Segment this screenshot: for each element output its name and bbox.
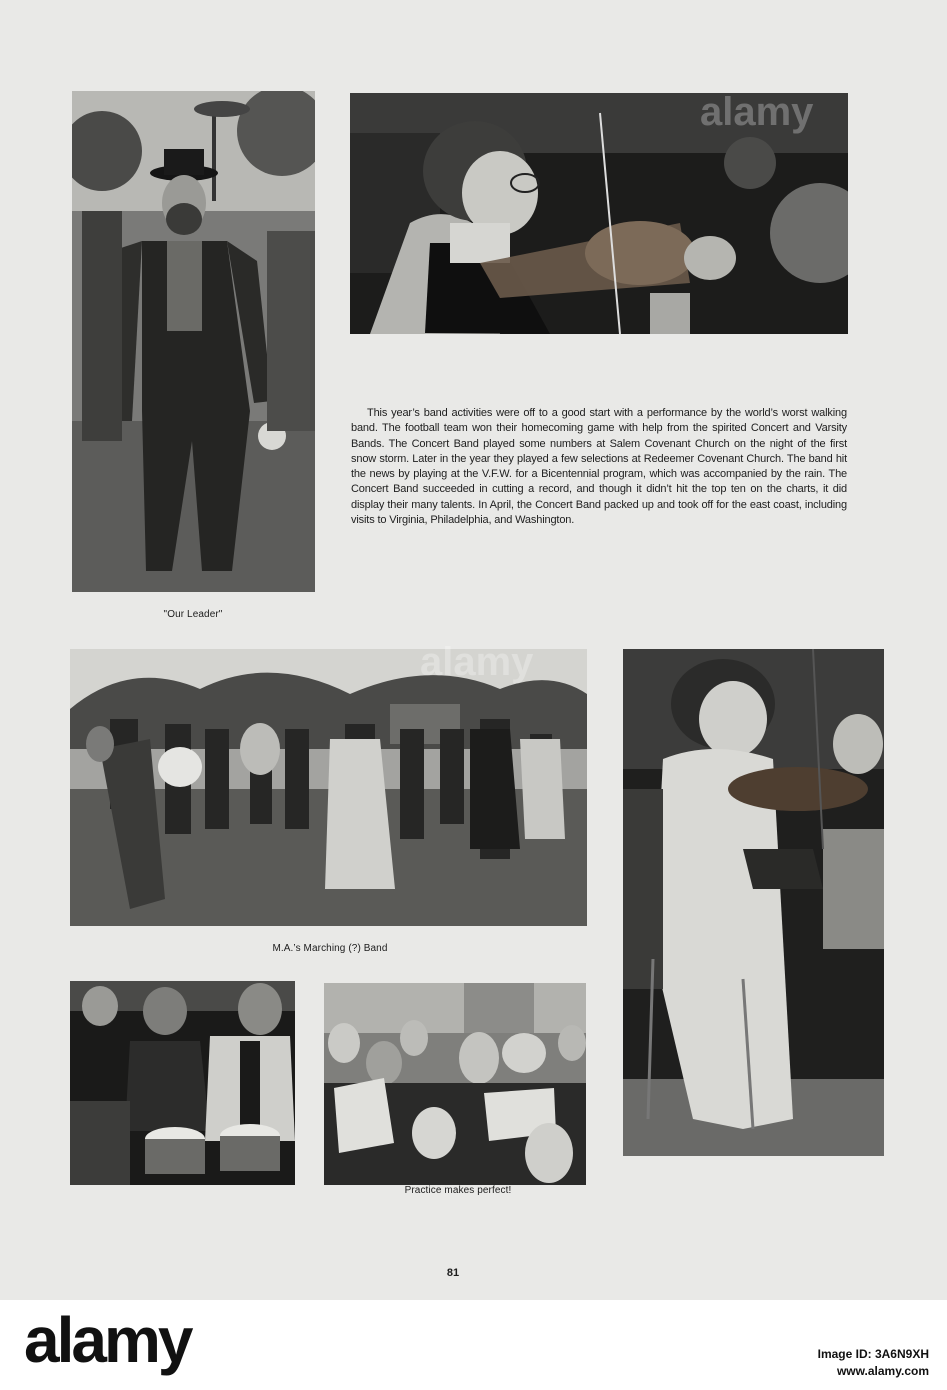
- article-paragraph: This year’s band activities were off to a good start with a performance by the world’s worst walking band. The football team won their homecoming game with help from the spirited Concert and Varsity Bands. The Concert Band played some numbers at Salem Covenant Church on the night of the first snow storm. Later in the year they played a few selections at Redeemer Covenant Church. The band hit the news by playing at the V.F.W. for a Bicentennial program, which was accompanied by the rain. The Concert Band succeeded in cutting a record, and though it didn’t hit the top ten on the charts, it did display their many talents. In April, the Concert Band packed up and took off for the east coast, including visits to Virginia, Philadelphia, and Washington.: [351, 407, 847, 527]
- photo-drummers: [70, 981, 295, 1185]
- caption-marching-band: M.A.’s Marching (?) Band: [272, 943, 388, 954]
- caption-our-leader: "Our Leader": [163, 609, 223, 620]
- man-with-hat-image: [72, 91, 315, 592]
- seated-violinist-image: [623, 649, 884, 1156]
- photo-brass-section: [324, 983, 586, 1185]
- photo-our-leader: [72, 91, 315, 592]
- photo-violinist-top: [350, 93, 848, 334]
- watermark-logo-faint: alamy: [420, 640, 534, 684]
- caption-practice: Practice makes perfect!: [404, 1185, 512, 1196]
- footer-info: [818, 1346, 929, 1380]
- alamy-logo: alamy: [24, 1304, 191, 1376]
- site-url[interactable]: www.alamy.com: [836, 1364, 929, 1378]
- marching-band-image: [70, 649, 587, 926]
- drummers-image: [70, 981, 295, 1185]
- photo-violinist-seated: [623, 649, 884, 1156]
- violinist-image: [350, 93, 848, 334]
- brass-section-image: [324, 983, 586, 1185]
- photo-marching-band: [70, 649, 587, 926]
- watermark-logo-faint: alamy: [700, 90, 814, 134]
- image-id: Image ID: 3A6N9XH: [817, 1347, 929, 1361]
- page-number: 81: [446, 1267, 460, 1279]
